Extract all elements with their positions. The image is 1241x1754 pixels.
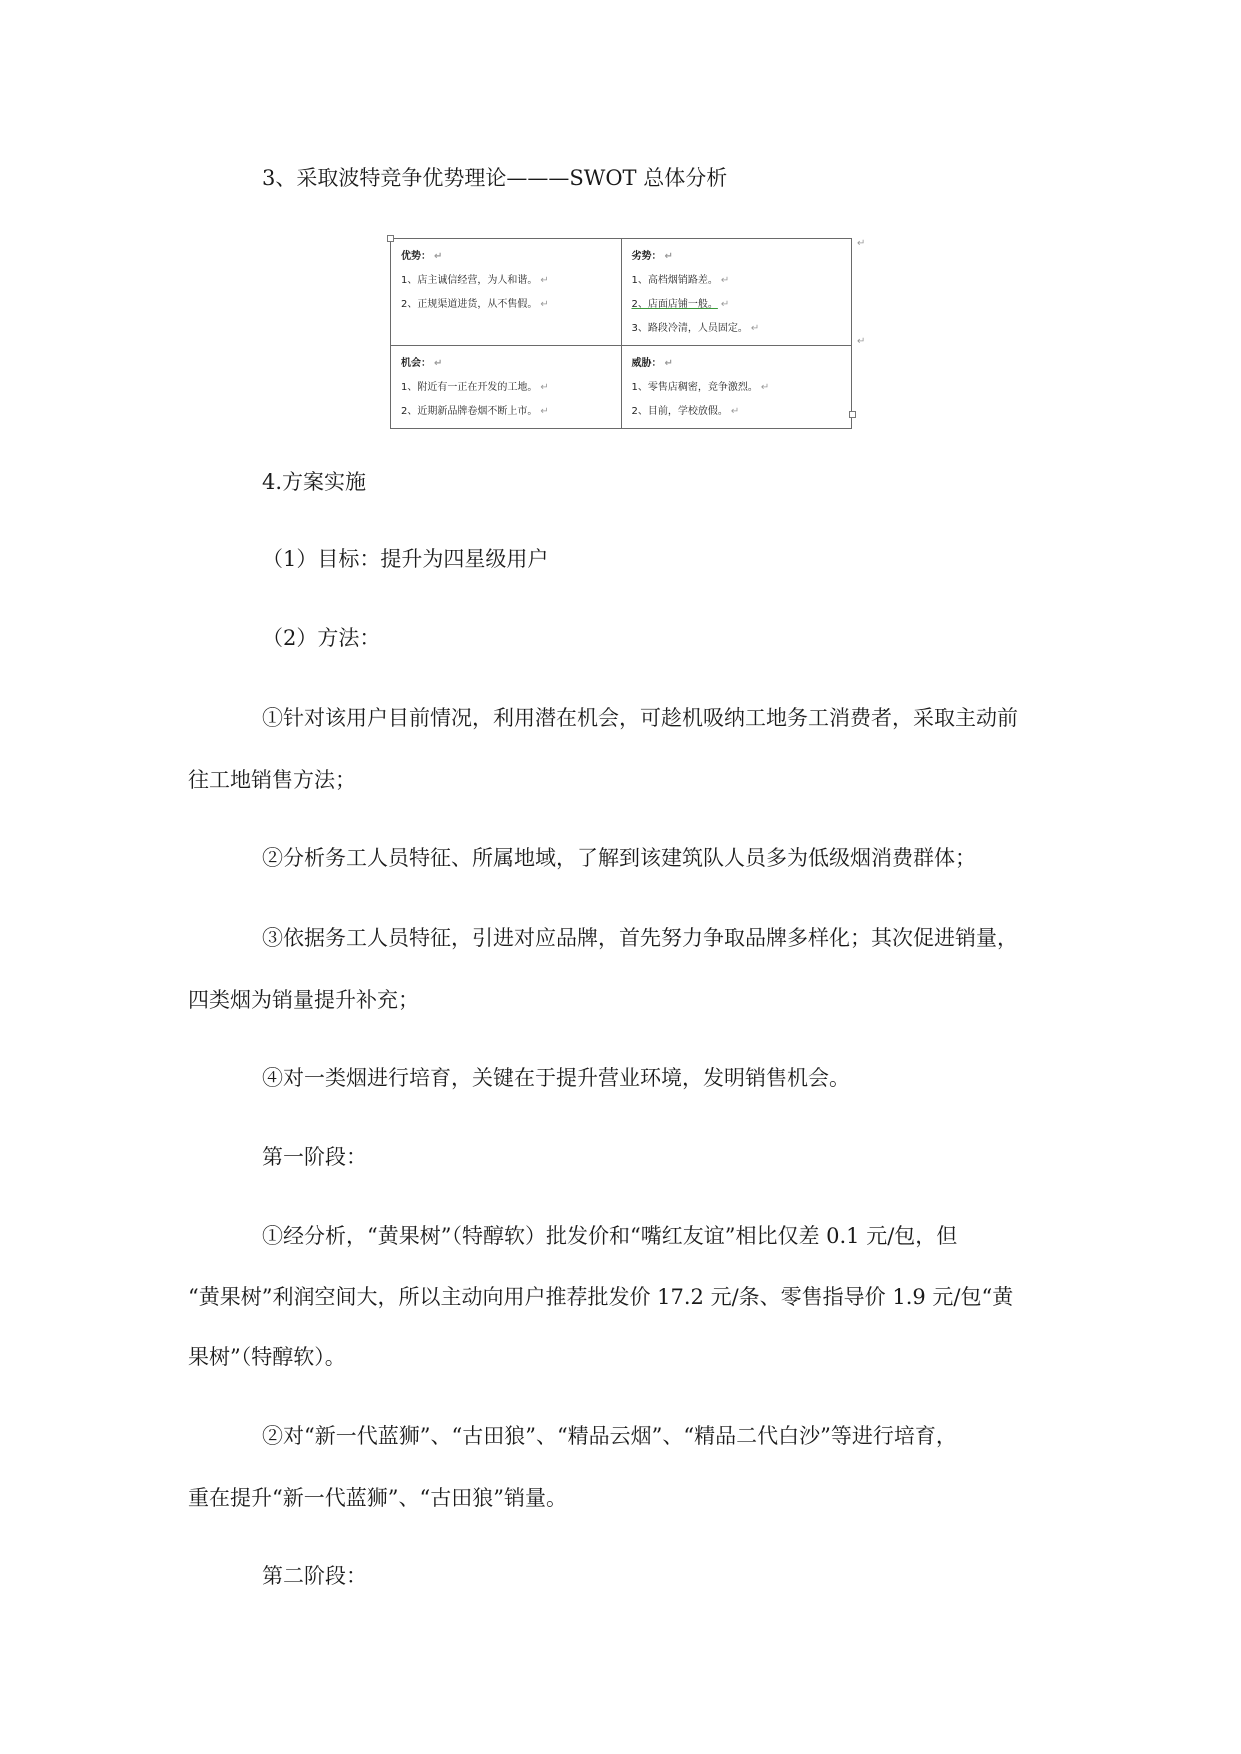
stage-1-item-1-line-3: 果树”（特醇软）。: [188, 1345, 346, 1369]
swot-weaknesses-cell: 劣势： ↵ 1、高档烟销路差。 ↵ 2、店面店铺一般。 ↵ 3、路段冷清，人员固定。 ↵: [621, 239, 852, 346]
weakness-item: 2、店面店铺一般。: [631, 299, 718, 310]
method-heading: （2）方法：: [262, 626, 381, 650]
swot-heading: 3、采取波特竞争优势理论———SWOT 总体分析: [262, 166, 728, 190]
swot-strengths-cell: 优势： ↵ 1、店主诚信经营，为人和谐。 ↵ 2、正规渠道进货，从不售假。 ↵: [391, 239, 622, 346]
strength-item: 1、店主诚信经营，为人和谐。: [401, 275, 538, 286]
threat-item: 2、目前，学校放假。: [631, 406, 728, 417]
row-end-mark: ↵: [857, 336, 866, 347]
opportunity-item: 2、近期新品牌卷烟不断上市。: [401, 406, 538, 417]
stage-2-heading: 第二阶段：: [262, 1564, 367, 1588]
weakness-item: 3、路段冷清，人员固定。: [631, 323, 748, 334]
threats-title: 威胁：: [631, 358, 662, 369]
method-1-line-1: ①针对该用户目前情况，利用潜在机会，可趁机吸纳工地务工消费者，采取主动前: [262, 706, 1018, 730]
method-2: ②分析务工人员特征、所属地域，了解到该建筑队人员多为低级烟消费群体；: [262, 846, 976, 870]
strength-item: 2、正规渠道进货，从不售假。: [401, 299, 538, 310]
method-4: ④对一类烟进行培育，关键在于提升营业环境，发明销售机会。: [262, 1066, 850, 1090]
plan-heading: 4.方案实施: [262, 470, 367, 494]
row-end-mark: ↵: [857, 238, 866, 249]
stage-1-heading: 第一阶段：: [262, 1145, 367, 1169]
weakness-item: 1、高档烟销路差。: [631, 275, 718, 286]
stage-1-item-2-line-1: ②对“新一代蓝狮”、“古田狼”、“精品云烟”、“精品二代白沙”等进行培育，: [262, 1424, 957, 1448]
stage-1-item-1-line-1: ①经分析，“黄果树”（特醇软）批发价和“嘴红友谊”相比仅差 0.1 元/包，但: [262, 1224, 958, 1248]
method-3-line-2: 四类烟为销量提升补充；: [188, 988, 419, 1012]
threat-item: 1、零售店稠密，竞争激烈。: [631, 382, 758, 393]
table-move-handle[interactable]: [387, 235, 394, 242]
swot-table: [390, 238, 852, 429]
stage-1-item-1-line-2: “黄果树”利润空间大，所以主动向用户推荐批发价 17.2 元/条、零售指导价 1.9 元/包“黄: [188, 1285, 1014, 1309]
weaknesses-title: 劣势：: [631, 251, 662, 262]
opportunities-title: 机会：: [401, 358, 431, 369]
swot-opportunities-cell: 机会： ↵ 1、附近有一正在开发的工地。 ↵ 2、近期新品牌卷烟不断上市。 ↵: [391, 346, 622, 429]
goal-text: （1）目标：提升为四星级用户: [262, 547, 549, 571]
swot-threats-cell: 威胁： ↵ 1、零售店稠密，竞争激烈。 ↵ 2、目前，学校放假。 ↵: [621, 346, 852, 429]
method-3-line-1: ③依据务工人员特征，引进对应品牌，首先努力争取品牌多样化；其次促进销量，: [262, 926, 1018, 950]
table-resize-handle[interactable]: [849, 411, 856, 418]
strengths-title: 优势：: [401, 251, 431, 262]
method-1-line-2: 往工地销售方法；: [188, 768, 356, 792]
stage-1-item-2-line-2: 重在提升“新一代蓝狮”、“古田狼”销量。: [188, 1486, 567, 1510]
opportunity-item: 1、附近有一正在开发的工地。: [401, 382, 538, 393]
